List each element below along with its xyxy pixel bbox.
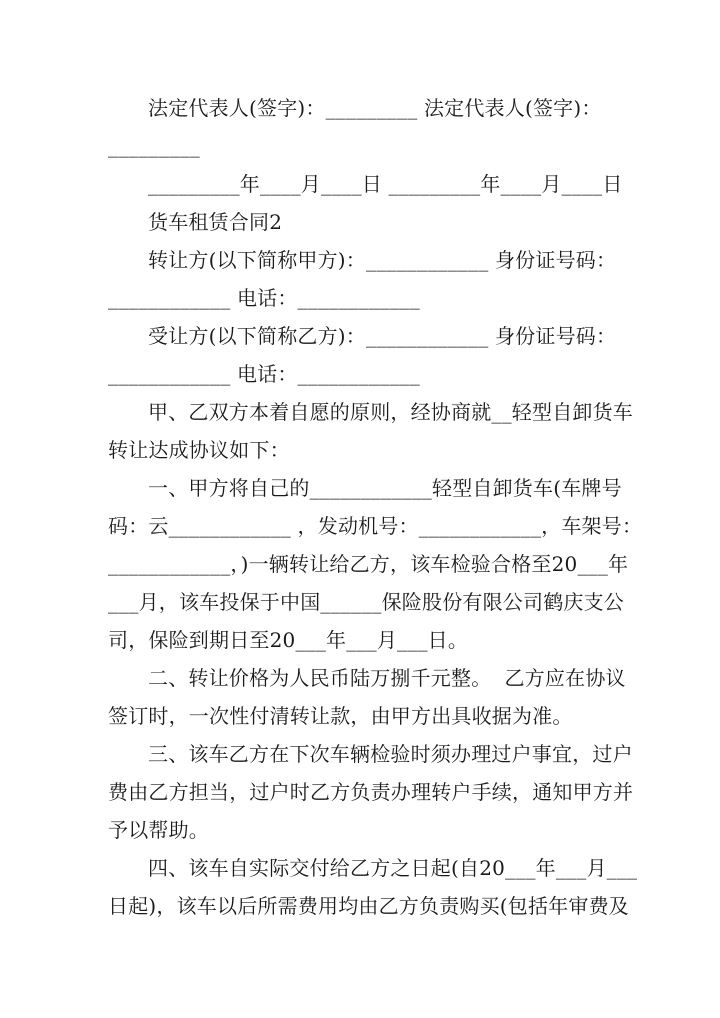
clause-3-line: 费由乙方担当，过户时乙方负责办理转户手续，通知甲方并 <box>108 780 634 804</box>
intro-paragraph-line: 甲、乙双方本着自愿的原则，经协商就__轻型自卸货车 <box>148 400 633 424</box>
clause-1-line: 司，保险到期日至20___年___月___日。 <box>108 628 469 652</box>
party-b-line: 受让方(以下简称乙方)：____________ 身份证号码： <box>148 324 617 348</box>
clause-4-line: 四、该车自实际交付给乙方之日起(自20___年___月___ <box>148 856 638 880</box>
date-line: _________年____月____日 _________年____月____日 <box>148 172 623 196</box>
signature-blank: _________ <box>108 134 200 158</box>
clause-3-line: 三、该车乙方在下次车辆检验时须办理过户事宜，过户 <box>148 742 633 766</box>
clause-1-line: ____________，)一辆转让给乙方，该车检验合格至20___年 <box>108 552 629 576</box>
contract-title: 货车租赁合同2 <box>148 210 283 234</box>
party-b-phone-line: ____________ 电话：____________ <box>108 362 420 386</box>
party-a-line: 转让方(以下简称甲方)：____________ 身份证号码： <box>148 248 617 272</box>
party-a-phone-line: ____________ 电话：____________ <box>108 286 420 310</box>
intro-paragraph-line: 转让达成协议如下： <box>108 438 290 462</box>
clause-1-line: ___月，该车投保于中国______保险股份有限公司鹤庆支公 <box>108 590 624 614</box>
clause-1-line: 码：云____________ ，发动机号：____________，车架号： <box>108 514 643 538</box>
clause-4-line: 日起)，该车以后所需费用均由乙方负责购买(包括年审费及 <box>108 894 630 918</box>
clause-3-line: 予以帮助。 <box>108 818 209 842</box>
clause-2-line: 二、转让价格为人民币陆万捌千元整。 乙方应在协议 <box>148 666 626 690</box>
signature-line: 法定代表人(签字)：_________ 法定代表人(签字)： <box>148 96 602 120</box>
clause-1-line: 一、甲方将自己的____________轻型自卸货车(车牌号 <box>148 476 622 500</box>
clause-2-line: 签订时，一次性付清转让款，由甲方出具收据为准。 <box>108 704 573 728</box>
